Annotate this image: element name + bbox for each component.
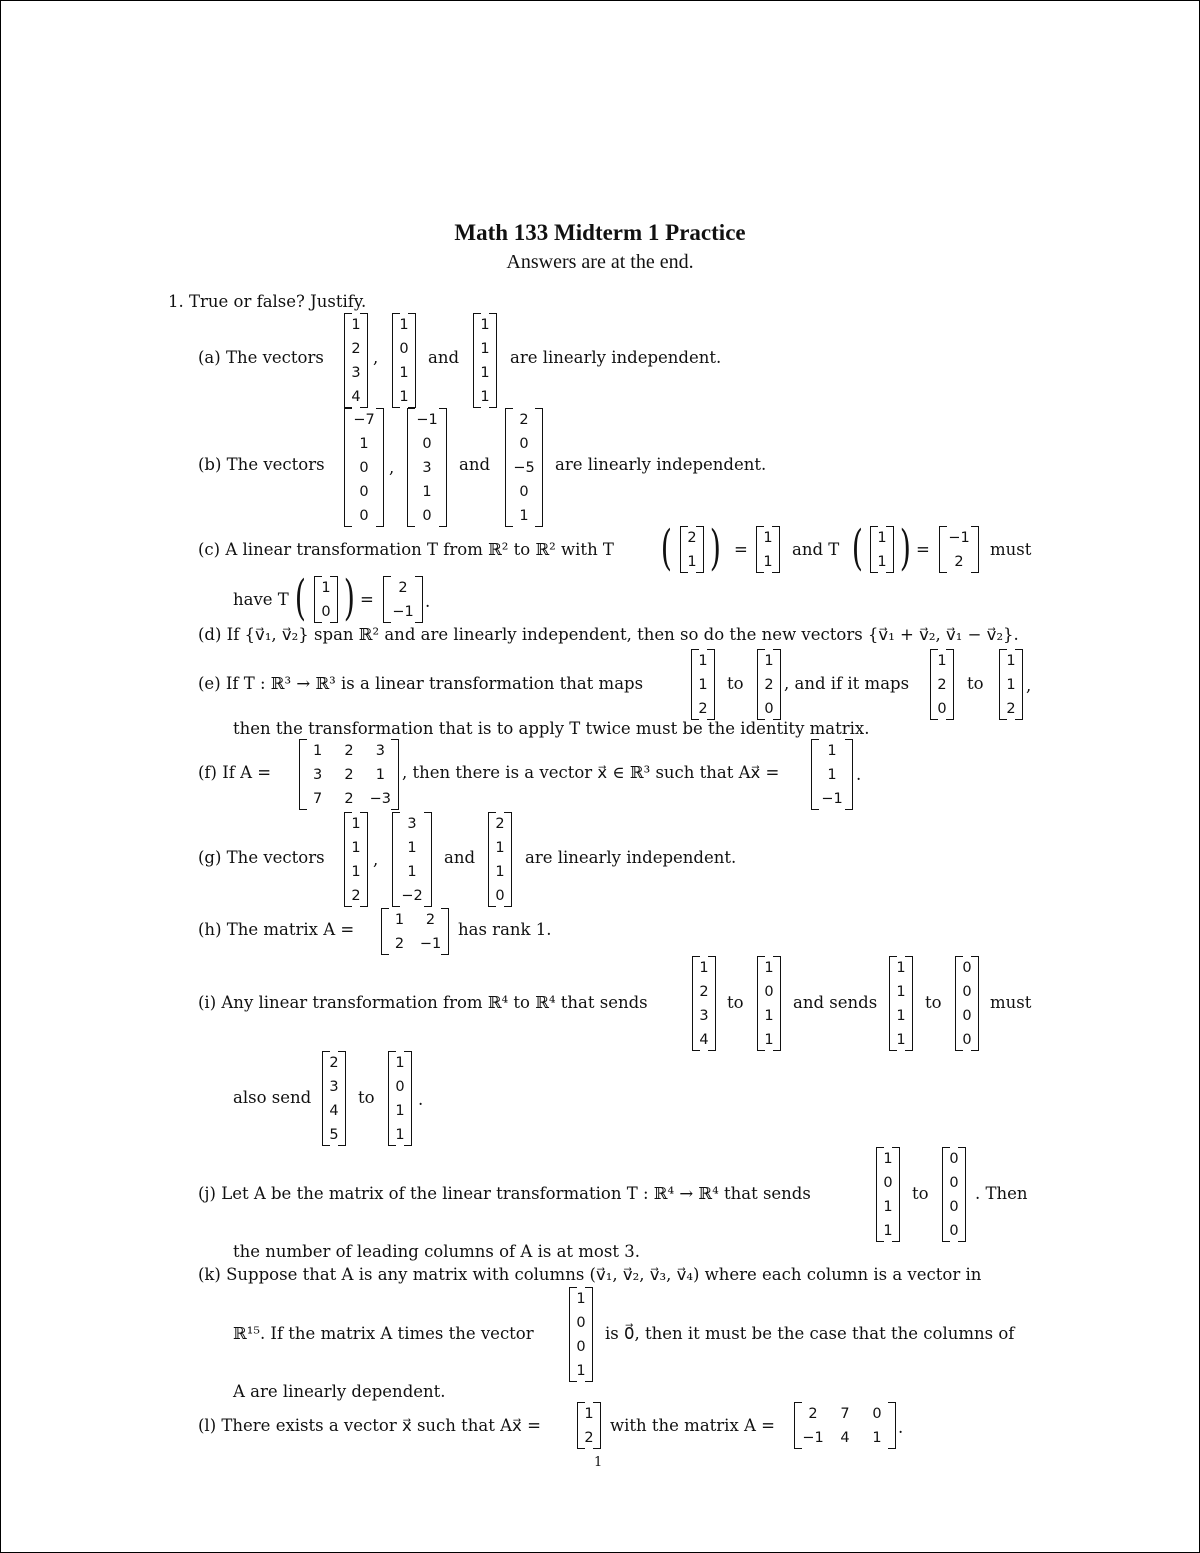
matrix-entry: 2: [344, 767, 354, 783]
equals: =: [916, 540, 930, 559]
paren-close: ): [899, 520, 911, 576]
comma: ,: [373, 348, 379, 367]
matrix-entry: −3: [369, 791, 391, 807]
matrix-entry: 2: [584, 1430, 594, 1446]
problem-e-text: then the transformation that is to apply T twice must be the identity matrix.: [233, 719, 870, 738]
problem-g-label: (g) The vectors: [198, 848, 325, 867]
matrix-entry: 1: [877, 554, 887, 570]
matrix-entry: 3: [313, 767, 323, 783]
to-text: to: [925, 993, 942, 1012]
matrix-entry: 1: [395, 1127, 405, 1143]
matrix-entry: 2: [764, 677, 774, 693]
matrix-entry: 2: [351, 341, 361, 357]
matrix-entry: 1: [395, 1103, 405, 1119]
problem-f-text: , then there is a vector x⃗ ∈ ℝ³ such that Ax⃗ =: [402, 763, 780, 782]
matrix-entry: 1: [764, 653, 774, 669]
paren-close: ): [343, 570, 355, 626]
matrix-entry: 1: [883, 1199, 893, 1215]
matrix-entry: 2: [808, 1406, 818, 1422]
matrix-entry: 1: [883, 1223, 893, 1239]
equals: =: [734, 540, 748, 559]
matrix-g-v1: [344, 812, 368, 908]
matrix-entry: 3: [407, 816, 417, 832]
matrix-c-out2: [939, 526, 979, 574]
matrix-entry: 0: [962, 984, 972, 1000]
matrix-entry: 2: [519, 412, 529, 428]
comma: ,: [1026, 676, 1032, 695]
problem-l-mid: with the matrix A =: [610, 1416, 775, 1435]
matrix-a-v1: [344, 313, 368, 409]
page-subtitle: Answers are at the end.: [506, 251, 694, 273]
matrix-entry: −1: [419, 936, 442, 952]
matrix-a-v2: [392, 313, 416, 409]
period: .: [418, 1090, 424, 1109]
matrix-entry: 0: [764, 984, 774, 1000]
paren-close: ): [709, 520, 721, 576]
have-text: have T: [233, 590, 289, 609]
problem-b-label: (b) The vectors: [198, 455, 325, 474]
matrix-entry: 5: [329, 1127, 339, 1143]
matrix-entry: 2: [344, 743, 354, 759]
matrix-i-in1: [692, 956, 716, 1052]
matrix-entry: 2: [699, 984, 709, 1000]
matrix-entry: 0: [321, 604, 331, 620]
matrix-g-v3: [488, 812, 512, 908]
paren-open: (: [660, 520, 672, 576]
problem-d-text: (d) If {v⃗₁, v⃗₂} span ℝ² and are linearly independent, then so do the new vectors {v⃗₁ + v⃗₂, v⃗₁ − v⃗₂}.: [198, 625, 1019, 644]
matrix-entry: −1: [802, 1430, 824, 1446]
matrix-i-out3: [388, 1051, 412, 1147]
matrix-entry: 0: [962, 1032, 972, 1048]
paren-open: (: [851, 520, 863, 576]
matrix-j-in: [876, 1147, 900, 1243]
matrix-entry: 3: [699, 1008, 709, 1024]
matrix-entry: 0: [962, 960, 972, 976]
matrix-entry: 7: [840, 1406, 850, 1422]
matrix-c-in3: [314, 576, 338, 624]
matrix-entry: 1: [764, 1008, 774, 1024]
matrix-entry: 2: [698, 701, 708, 717]
matrix-entry: 1: [1006, 653, 1016, 669]
problem-a-label: (a) The vectors: [198, 348, 324, 367]
matrix-entry: 1: [896, 1008, 906, 1024]
matrix-entry: 1: [883, 1151, 893, 1167]
matrix-entry: 1: [698, 653, 708, 669]
matrix-entry: 1: [399, 389, 409, 405]
also-send-text: also send: [233, 1088, 312, 1107]
matrix-i-in3: [322, 1051, 346, 1147]
problem-b-text: are linearly independent.: [555, 455, 767, 474]
matrix-e-in1: [691, 649, 715, 721]
matrix-entry: 1: [394, 912, 405, 928]
matrix-i-out1: [757, 956, 781, 1052]
matrix-entry: 0: [872, 1406, 882, 1422]
matrix-entry: 1: [359, 436, 369, 452]
period: .: [856, 765, 862, 784]
matrix-j-out: [942, 1147, 966, 1243]
matrix-entry: −5: [513, 460, 535, 476]
matrix-l-A: [794, 1402, 896, 1450]
matrix-entry: 0: [359, 508, 369, 524]
matrix-entry: −2: [401, 888, 423, 904]
matrix-entry: −1: [416, 412, 438, 428]
matrix-f-b: [811, 739, 853, 811]
matrix-entry: 1: [480, 341, 490, 357]
matrix-entry: 1: [351, 317, 361, 333]
matrix-entry: 0: [949, 1199, 959, 1215]
matrix-entry: 1: [763, 530, 773, 546]
matrix-entry: 1: [698, 677, 708, 693]
matrix-entry: 0: [576, 1315, 586, 1331]
matrix-entry: 2: [344, 791, 354, 807]
matrix-entry: 0: [949, 1223, 959, 1239]
matrix-entry: 1: [699, 960, 709, 976]
and-text: and: [428, 348, 460, 367]
matrix-entry: 1: [399, 365, 409, 381]
problem-l-label: (l) There exists a vector x⃗ such that Ax⃗ =: [198, 1416, 541, 1435]
problem-f-label: (f) If A =: [198, 763, 272, 782]
to-text: to: [967, 674, 984, 693]
matrix-entry: 1: [687, 554, 697, 570]
problem-a-text: are linearly independent.: [510, 348, 722, 367]
matrix-entry: 2: [329, 1055, 339, 1071]
matrix-entry: 1: [480, 365, 490, 381]
comma: ,: [389, 458, 395, 477]
matrix-entry: 0: [359, 460, 369, 476]
page-title: Math 133 Midterm 1 Practice: [454, 220, 746, 245]
problem-c-label: (c) A linear transformation T from ℝ² to ℝ² with T: [198, 540, 614, 559]
matrix-entry: 1: [576, 1363, 586, 1379]
matrix-entry: −1: [948, 530, 970, 546]
matrix-entry: 2: [1006, 701, 1016, 717]
matrix-l-b: [577, 1402, 601, 1450]
matrix-b-v3: [505, 408, 543, 528]
matrix-entry: 1: [495, 864, 505, 880]
matrix-entry: 1: [764, 960, 774, 976]
matrix-entry: 1: [313, 743, 323, 759]
matrix-entry: 1: [495, 840, 505, 856]
problem-j-text: the number of leading columns of A is at most 3.: [233, 1242, 640, 1261]
matrix-entry: 1: [375, 767, 385, 783]
matrix-entry: 1: [576, 1291, 586, 1307]
matrix-b-v2: [407, 408, 447, 528]
matrix-entry: 3: [351, 365, 361, 381]
and-text: and T: [792, 540, 840, 559]
matrix-c-out3: [383, 576, 423, 624]
matrix-entry: 2: [687, 530, 697, 546]
to-text: to: [912, 1184, 929, 1203]
matrix-entry: 2: [398, 580, 408, 596]
matrix-entry: 2: [394, 936, 405, 952]
problem-k-label: (k) Suppose that A is any matrix with columns (v⃗₁, v⃗₂, v⃗₃, v⃗₄) where each column is a vector in: [198, 1265, 982, 1284]
matrix-entry: 1: [872, 1430, 882, 1446]
matrix-entry: 0: [495, 888, 505, 904]
matrix-c-in2: [870, 526, 894, 574]
matrix-entry: 2: [351, 888, 361, 904]
matrix-entry: 1: [827, 767, 837, 783]
matrix-entry: 0: [519, 436, 529, 452]
matrix-entry: 4: [699, 1032, 709, 1048]
matrix-entry: 0: [937, 701, 947, 717]
page-number: 1: [594, 1455, 603, 1470]
matrix-a-v3: [473, 313, 497, 409]
and-sends-text: and sends: [793, 993, 878, 1012]
matrix-entry: 1: [896, 1032, 906, 1048]
problem-g-text: are linearly independent.: [525, 848, 737, 867]
matrix-e-in2: [930, 649, 954, 721]
matrix-entry: 0: [883, 1175, 893, 1191]
matrix-entry: 1: [584, 1406, 594, 1422]
matrix-entry: 0: [764, 701, 774, 717]
matrix-entry: −1: [821, 791, 843, 807]
matrix-entry: 4: [840, 1430, 850, 1446]
problem-1-heading: 1. True or false? Justify.: [168, 292, 367, 311]
matrix-entry: 1: [480, 389, 490, 405]
matrix-entry: 2: [425, 912, 436, 928]
matrix-entry: 1: [763, 554, 773, 570]
matrix-h-A: [381, 908, 449, 956]
problem-j-label: (j) Let A be the matrix of the linear transformation T : ℝ⁴ → ℝ⁴ that sends: [198, 1184, 811, 1203]
must-text: must: [990, 993, 1032, 1012]
matrix-b-v1: [344, 408, 384, 528]
problem-i-label: (i) Any linear transformation from ℝ⁴ to ℝ⁴ that sends: [198, 993, 648, 1012]
matrix-entry: 1: [896, 960, 906, 976]
matrix-e-out2: [999, 649, 1023, 721]
matrix-entry: 1: [480, 317, 490, 333]
matrix-entry: 7: [313, 791, 323, 807]
matrix-entry: 3: [422, 460, 432, 476]
matrix-entry: 4: [351, 389, 361, 405]
matrix-entry: 1: [395, 1055, 405, 1071]
matrix-entry: 1: [351, 864, 361, 880]
matrix-entry: 1: [422, 484, 432, 500]
problem-k-mid: ℝ¹⁵. If the matrix A times the vector: [233, 1324, 534, 1343]
must-text: must: [990, 540, 1032, 559]
matrix-entry: −7: [353, 412, 375, 428]
to-text: to: [358, 1088, 375, 1107]
matrix-entry: 1: [764, 1032, 774, 1048]
matrix-g-v2: [392, 812, 432, 908]
problem-e-label: (e) If T : ℝ³ → ℝ³ is a linear transformation that maps: [198, 674, 644, 693]
matrix-entry: 2: [954, 554, 964, 570]
matrix-entry: 0: [949, 1151, 959, 1167]
matrix-entry: 4: [329, 1103, 339, 1119]
matrix-entry: 1: [399, 317, 409, 333]
matrix-entry: 0: [359, 484, 369, 500]
period: .: [898, 1418, 904, 1437]
problem-e-mid: , and if it maps: [784, 674, 910, 693]
matrix-entry: 1: [896, 984, 906, 1000]
matrix-c-in1: [680, 526, 704, 574]
matrix-i-in2: [889, 956, 913, 1052]
problem-h-text: has rank 1.: [458, 920, 552, 939]
matrix-entry: 1: [937, 653, 947, 669]
matrix-k-v: [569, 1287, 593, 1383]
matrix-entry: 1: [877, 530, 887, 546]
then-text: . Then: [975, 1184, 1028, 1203]
matrix-entry: 0: [519, 484, 529, 500]
comma: ,: [373, 850, 379, 869]
matrix-entry: 0: [949, 1175, 959, 1191]
matrix-entry: 1: [321, 580, 331, 596]
matrix-c-out1: [756, 526, 780, 574]
matrix-entry: 0: [962, 1008, 972, 1024]
matrix-entry: 1: [1006, 677, 1016, 693]
to-text: to: [727, 993, 744, 1012]
matrix-entry: 1: [827, 743, 837, 759]
matrix-entry: 2: [495, 816, 505, 832]
matrix-entry: 1: [519, 508, 529, 524]
to-text: to: [727, 674, 744, 693]
matrix-entry: 0: [422, 436, 432, 452]
matrix-entry: 1: [407, 864, 417, 880]
problem-k-mid2: is 0⃗, then it must be the case that the columns of: [605, 1324, 1015, 1343]
and-text: and: [459, 455, 491, 474]
matrix-i-out2: [955, 956, 979, 1052]
paren-open: (: [294, 570, 306, 626]
matrix-entry: −1: [392, 604, 414, 620]
matrix-entry: 0: [395, 1079, 405, 1095]
matrix-e-out1: [757, 649, 781, 721]
matrix-entry: 2: [937, 677, 947, 693]
matrix-f-A: [299, 739, 399, 811]
matrix-entry: 1: [351, 840, 361, 856]
matrix-entry: 1: [351, 816, 361, 832]
problem-h-label: (h) The matrix A =: [198, 920, 355, 939]
matrix-entry: 0: [399, 341, 409, 357]
matrix-entry: 1: [407, 840, 417, 856]
equals: =: [360, 590, 374, 609]
matrix-entry: 3: [329, 1079, 339, 1095]
matrix-entry: 3: [375, 743, 385, 759]
matrix-entry: 0: [576, 1339, 586, 1355]
problem-k-text: A are linearly dependent.: [233, 1382, 446, 1401]
and-text: and: [444, 848, 476, 867]
period: .: [425, 592, 431, 611]
matrix-entry: 0: [422, 508, 432, 524]
